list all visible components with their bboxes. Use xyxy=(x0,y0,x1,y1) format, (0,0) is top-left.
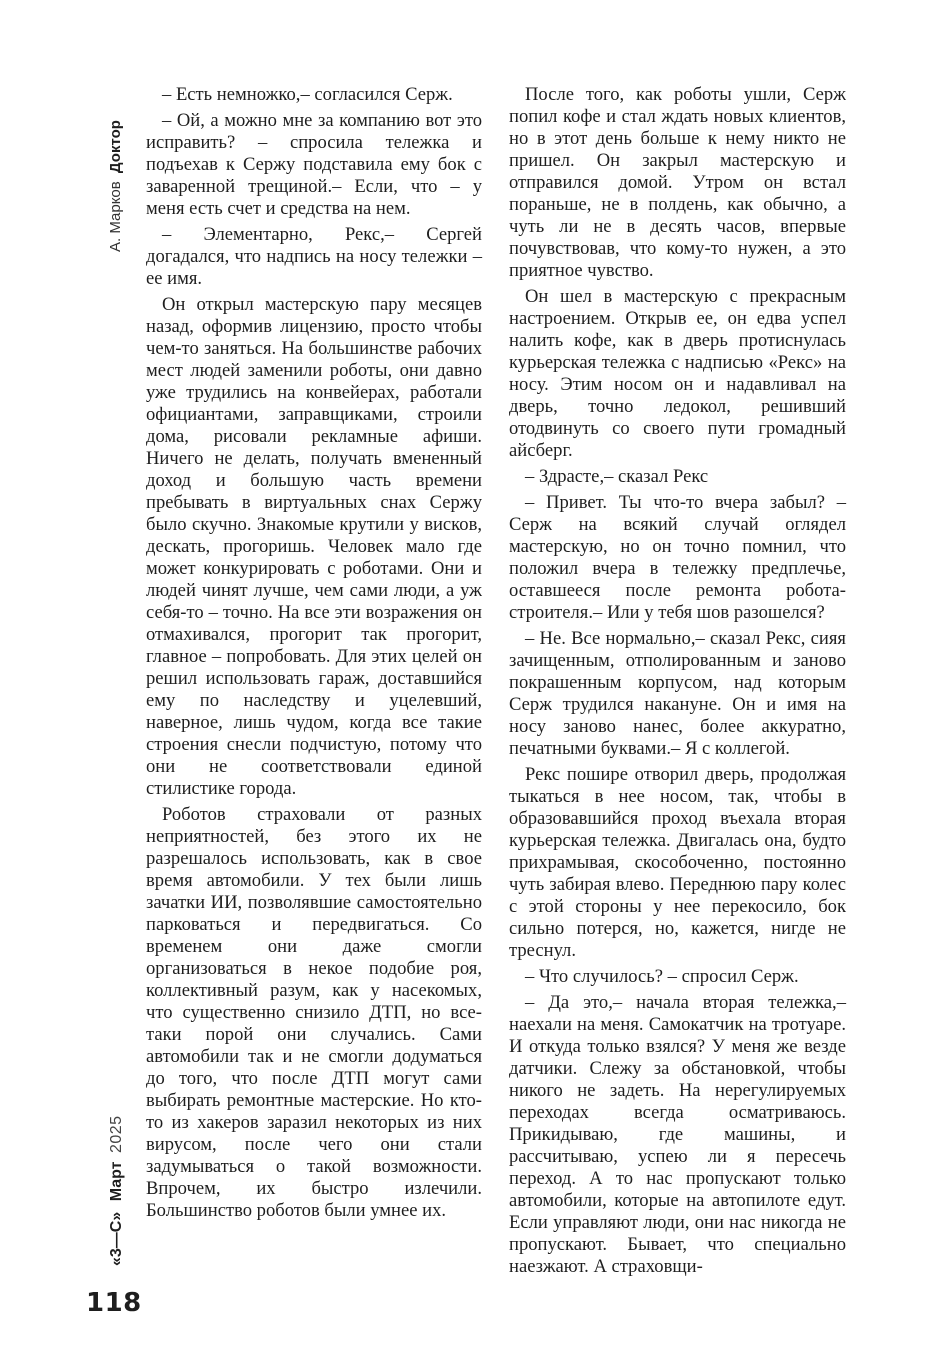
paragraph: – Что случилось? – спросил Серж. xyxy=(525,966,799,987)
running-footer xyxy=(108,1115,126,1266)
header-author: А. Марков xyxy=(107,181,124,252)
paragraph: – Здрасте,– сказал Рекс xyxy=(525,466,709,487)
header-title: Доктор xyxy=(107,120,124,174)
issue-year: 2025 xyxy=(108,1115,125,1154)
text-column-right xyxy=(509,84,846,1282)
running-header xyxy=(107,120,124,252)
paragraph: – Элементарно, Рекс,– Сергей догадался, что надпись на носу тележки – ее имя. xyxy=(146,224,482,289)
paragraph: – Да это,– начала вторая тележка,– наехали на меня. Самокатчик на тротуаре. И откуда только взялся? У меня же везде датчики. Слежу за обстановкой, чтобы никого не задеть. На нерегулируемых переходах всегда осматриваюсь. Прикидываю, где машины, и рассчитываю, успею ли я пересечь переход. А то нас пропускают только автомобили, которые на автопилоте едут. Если управляют люди, они нас никогда не пропускают. Бывает, что специально наезжают. А страховщи- xyxy=(509,992,846,1277)
paragraph: – Не. Все нормально,– сказал Рекс, сияя зачищенным, отполированным и заново покрашенным корпусом, над которым Серж трудился накануне. Он и имя на носу заново нанес, более аккуратно, печатными буквами.– Я с коллегой. xyxy=(509,628,846,759)
paragraph: После того, как роботы ушли, Серж попил кофе и стал ждать новых клиентов, но в этот день больше к нему никто не пришел. Он закрыл мастерскую и отправился домой. Утром он встал пораньше, не в полдень, как обычно, а чуть ли не в десять часов, впервые почувствовав, что кому-то нужен, а это приятное чувство. xyxy=(509,84,846,281)
magazine-name: «3—С» xyxy=(108,1211,125,1266)
paragraph: Он открыл мастерскую пару месяцев назад, оформив лицензию, просто чтобы чем-то заняться. На большинстве рабочих мест людей заменили роботы, они давно уже трудились на конвейерах, работали официантами, заправщиками, строили дома, рисовали рекламные афиши. Ничего не делать, получать вмененный доход и большую часть времени пребывать в виртуальных снах Сержу было скучно. Знакомые крутили у висков, дескать, прогоришь. Человек мало где может конкурировать с роботами. Они и людей чинят лучше, чем сами люди, а уж себя-то – точно. На все эти возражения он отмахивался, прогорит так прогорит, главное – попробовать. Для этих целей он решил использовать гараж, доставшийся ему по наследству и уцелевший, наверное, лишь чудом, когда все такие строения снесли подчистую, потому что они не соответствовали единой стилистике города. xyxy=(146,294,482,799)
paragraph: – Ой, а можно мне за компанию вот это исправить? – спросила тележка и подъехав к Сержу подставила ему бок с заваренной трещиной.– Если, что – у меня есть счет и средства на нем. xyxy=(146,110,482,219)
paragraph: – Привет. Ты что-то вчера забыл? – Серж на всякий случай оглядел мастерскую, но он точно помнил, что положил вчера в тележку предплечье, оставшееся после ремонта робота-строителя.– Или у тебя шов разошелся? xyxy=(509,492,846,623)
paragraph: – Есть немножко,– согласился Серж. xyxy=(162,84,453,105)
paragraph: Роботов страховали от разных неприятностей, без этого их не разрешалось использовать, как в свое время автомобили. У тех были лишь зачатки ИИ, позволявшие самостоятельно парковаться и передвигаться. Со временем они даже смогли организоваться в некое подобие роя, коллективный разум, как у насекомых, что существенно снизило ДТП, но все-таки порой они случались. Сами автомобили так и не смогли додуматься до того, что после ДТП могут сами выбирать ремонтные мастерские. Но кто-то из хакеров заразил некоторых из них вирусом, после чего они стали задумываться о такой возможности. Впрочем, их быстро излечили. Большинство роботов были умнее их. xyxy=(146,804,482,1221)
paragraph: Он шел в мастерскую с прекрасным настроением. Открыв ее, он едва успел налить кофе, как в дверь протиснулась курьерская тележка с надписью «Рекс» на носу. Этим носом он и надавливал на дверь, точно ледокол, решивший отодвинуть со своего пути громадный айсберг. xyxy=(509,286,846,461)
paragraph: Рекс пошире отворил дверь, продолжая тыкаться в нее носом, так, чтобы в образовавшийся проход въехала вторая курьерская тележка. Двигалась она, будто прихрамывая, скособоченно, постоянно чуть забирая влево. Переднюю пару колес с этой стороны у нее перекосило, бок сильно потерся, но, кажется, нигде не треснул. xyxy=(509,764,846,961)
text-column-left xyxy=(146,84,482,1226)
page-number: 118 xyxy=(86,1288,142,1318)
issue-month: Март xyxy=(108,1161,125,1202)
